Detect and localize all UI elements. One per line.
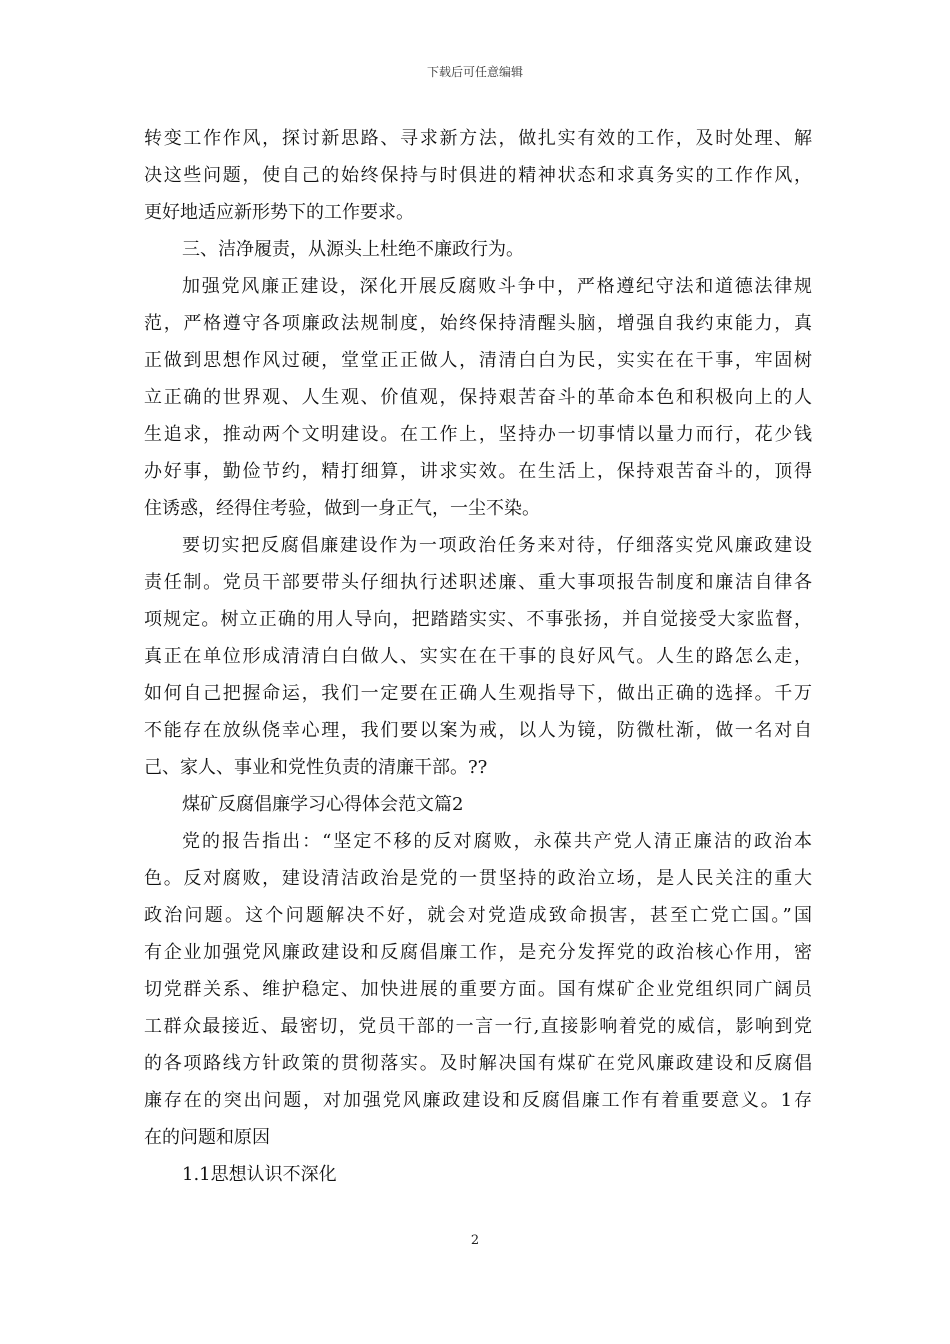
page-header: 下载后可任意编辑	[426, 65, 523, 79]
text-line: 决这些问题，使自己的始终保持与时俱进的精神状态和求真务实的工作作风，	[144, 165, 812, 186]
subsection-heading: 1.1思想认识不深化	[182, 1164, 337, 1185]
text-line: 切党群关系、维护稳定、加快进展的重要方面。国有煤矿企业党组织同广阔员	[144, 979, 812, 1000]
page-number: 2	[470, 1233, 480, 1248]
article-title: 煤矿反腐倡廉学习心得体会范文篇2	[182, 794, 464, 815]
text-line: 廉存在的突出问题，对加强党风廉政建设和反腐倡廉工作有着重要意义。1存	[144, 1090, 812, 1111]
text-line: 己、家人、事业和党性负责的清廉干部。??	[144, 757, 488, 778]
text-line: 有企业加强党风廉政建设和反腐倡廉工作，是充分发挥党的政治核心作用，密	[144, 942, 812, 963]
text-line: 加强党风廉正建设，深化开展反腐败斗争中，严格遵纪守法和道德法律规	[182, 276, 812, 297]
text-line: 工群众最接近、最密切，党员干部的一言一行,直接影响着党的威信，影响到党	[144, 1016, 812, 1037]
text-line: 党的报告指出：“坚定不移的反对腐败，永葆共产党人清正廉洁的政治本	[182, 831, 812, 852]
text-line: 范，严格遵守各项廉政法规制度，始终保持清醒头脑，增强自我约束能力，真	[144, 313, 812, 334]
text-line: 要切实把反腐倡廉建设作为一项政治任务来对待，仔细落实党风廉政建设	[182, 535, 812, 556]
text-line: 生追求，推动两个文明建设。在工作上，坚持办一切事情以量力而行，花少钱	[144, 424, 812, 445]
text-line: 不能存在放纵侥幸心理，我们要以案为戒，以人为镜，防微杜渐，做一名对自	[144, 720, 812, 741]
text-line: 项规定。树立正确的用人导向，把踏踏实实、不事张扬，并自觉接受大家监督，	[144, 609, 812, 630]
text-line: 住诱惑，经得住考验，做到一身正气，一尘不染。	[144, 498, 540, 519]
text-line: 色。反对腐败，建设清洁政治是党的一贯坚持的政治立场，是人民关注的重大	[144, 868, 812, 889]
text-line: 立正确的世界观、人生观、价值观，保持艰苦奋斗的革命本色和积极向上的人	[144, 387, 812, 408]
text-line: 转变工作作风，探讨新思路、寻求新方法，做扎实有效的工作，及时处理、解	[144, 128, 812, 149]
text-line: 的各项路线方针政策的贯彻落实。及时解决国有煤矿在党风廉政建设和反腐倡	[144, 1053, 812, 1074]
text-line: 办好事，勤俭节约，精打细算，讲求实效。在生活上，保持艰苦奋斗的，顶得	[144, 461, 812, 482]
text-line: 如何自己把握命运，我们一定要在正确人生观指导下，做出正确的选择。千万	[144, 683, 812, 704]
text-line: 真正在单位形成清清白白做人、实实在在干事的良好风气。人生的路怎么走，	[144, 646, 812, 667]
text-line: 责任制。党员干部要带头仔细执行述职述廉、重大事项报告制度和廉洁自律各	[144, 572, 812, 593]
section-heading: 三、洁净履责，从源头上杜绝不廉政行为。	[182, 239, 524, 260]
text-line: 政治问题。这个问题解决不好，就会对党造成致命损害，甚至亡党亡国。”国	[144, 905, 812, 926]
document-body	[144, 120, 812, 1193]
text-line: 正做到思想作风过硬，堂堂正正做人，清清白白为民，实实在在干事，牢固树	[144, 350, 812, 371]
text-line: 更好地适应新形势下的工作要求。	[144, 202, 414, 223]
text-line: 在的问题和原因	[144, 1127, 270, 1148]
